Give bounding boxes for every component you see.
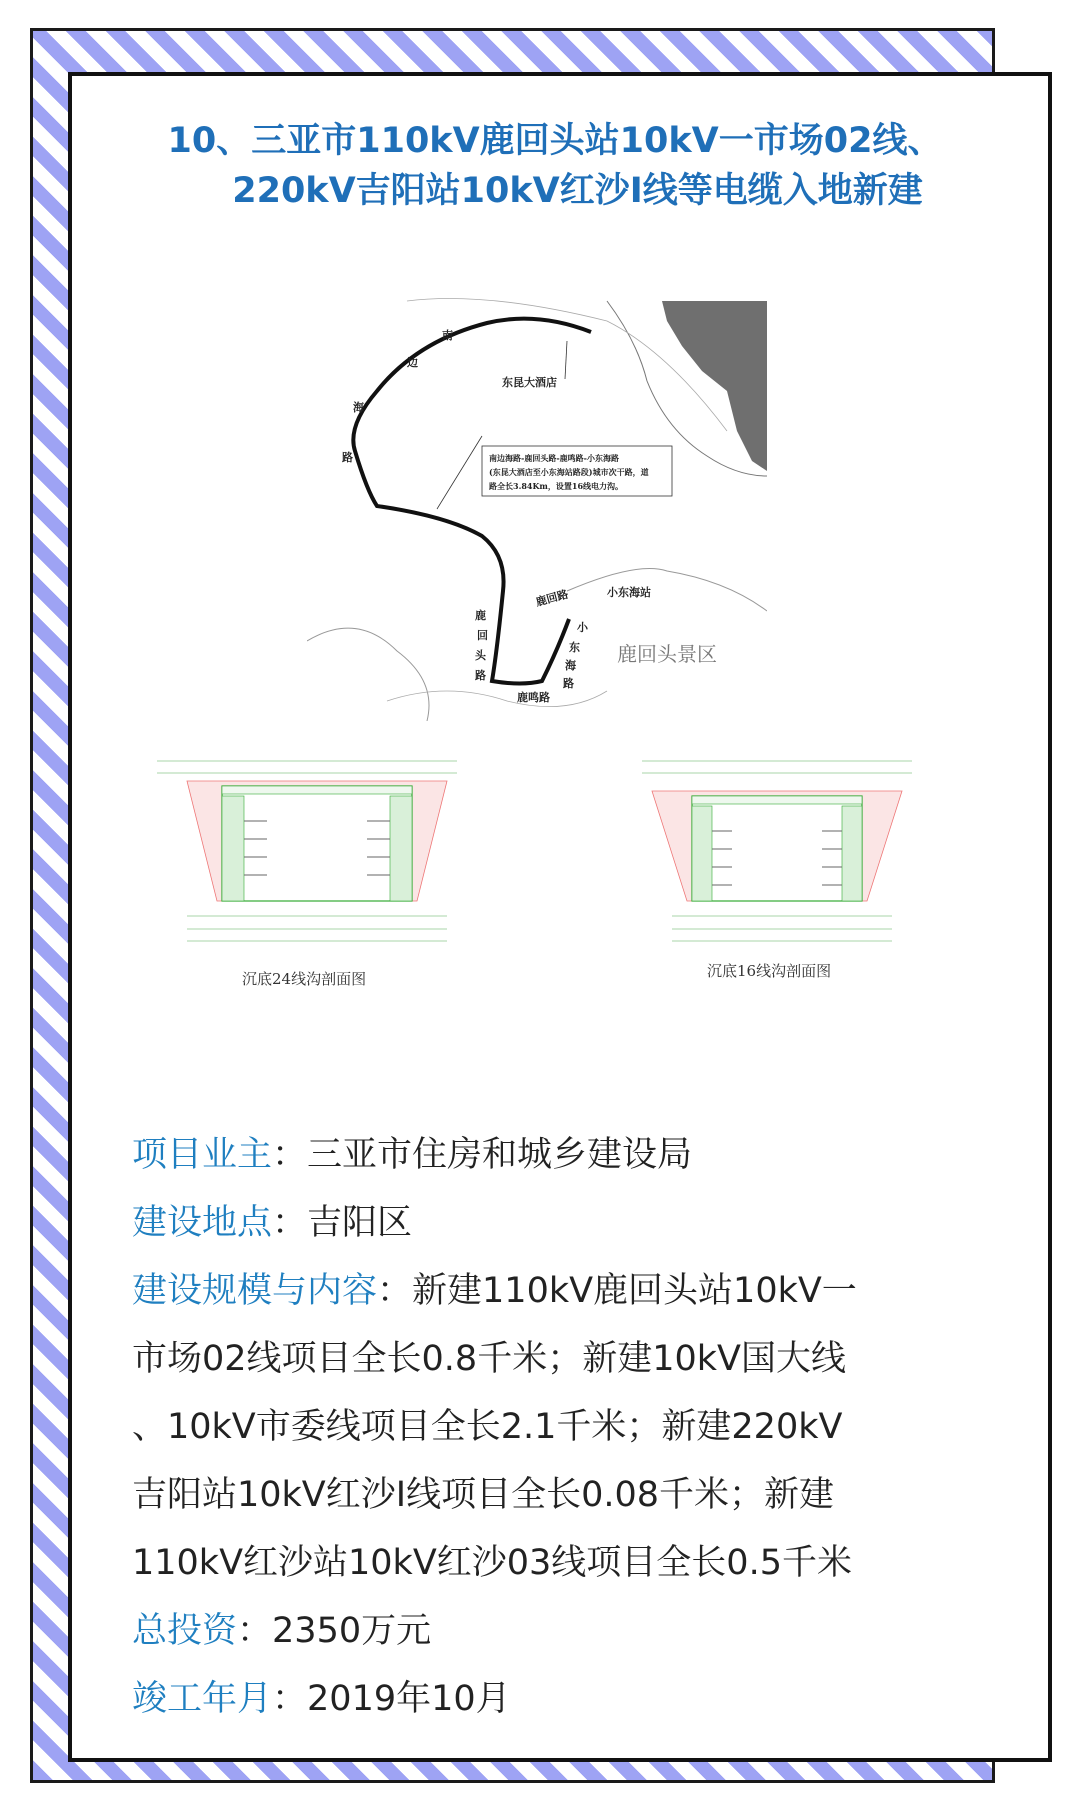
road-label-char: 海 — [565, 659, 576, 672]
road-label-char: 路 — [475, 669, 486, 682]
investment-label: 总投资 — [132, 1611, 238, 1651]
route-map — [307, 261, 767, 721]
title-line-2: 220kV吉阳站10kV红沙I线等电缆入地新建 — [232, 171, 923, 211]
cross-section-24 — [147, 751, 477, 1001]
cover-slab — [692, 796, 862, 804]
road-label-char: 路 — [563, 677, 574, 690]
scope-line-3: 、10kV市委线项目全长2.1千米；新建220kV — [132, 1407, 843, 1447]
title-line-1: 10、三亚市110kV鹿回头站10kV一市场02线、 — [167, 121, 943, 161]
colon: ： — [272, 1203, 308, 1243]
sea-area — [662, 301, 767, 471]
road-label-char: 路 — [342, 451, 353, 464]
area-label: 鹿回头景区 — [617, 642, 717, 666]
location-row — [132, 1189, 1012, 1257]
note-line-3: 路全长3.84Km，设置16线电力沟。 — [489, 481, 624, 491]
investment-value: 2350万元 — [272, 1611, 432, 1651]
location-label: 建设地点 — [132, 1203, 273, 1243]
location-value: 吉阳区 — [307, 1203, 413, 1243]
completion-value: 2019年10月 — [307, 1679, 511, 1719]
owner-label: 项目业主 — [132, 1135, 273, 1175]
note-line-1: 南边海路-鹿回头路-鹿鸣路-小东海路 — [489, 453, 619, 463]
cover-slab — [222, 786, 412, 794]
section-caption-right: 沉底16线沟剖面图 — [707, 962, 832, 980]
scope-line-2: 市场02线项目全长0.8千米；新建10kV国大线 — [132, 1339, 846, 1379]
minor-road — [387, 691, 607, 707]
station-label: 小东海站 — [607, 586, 651, 599]
leader-line — [437, 436, 482, 509]
scope-line-1: 新建110kV鹿回头站10kV一 — [412, 1271, 857, 1311]
investment-row — [132, 1597, 1012, 1665]
road-label-luming: 鹿鸣路 — [517, 691, 550, 704]
scope-label: 建设规模与内容 — [132, 1271, 378, 1311]
trench-body — [222, 786, 412, 901]
colon: ： — [272, 1679, 308, 1719]
scope-line-5: 110kV红沙站10kV红沙03线项目全长0.5千米 — [132, 1543, 852, 1583]
scope-row — [132, 1257, 1012, 1325]
cross-section-16 — [612, 751, 942, 1001]
completion-row — [132, 1665, 1012, 1733]
colon: ： — [272, 1135, 308, 1175]
left-wall — [692, 806, 712, 901]
leader-line — [565, 341, 567, 379]
road-label-char: 边 — [407, 356, 418, 369]
colon: ： — [377, 1271, 413, 1311]
road-label-char: 东 — [569, 641, 580, 654]
road-label-char: 南 — [442, 329, 453, 342]
road-label-char: 小 — [577, 621, 588, 634]
completion-label: 竣工年月 — [132, 1679, 273, 1719]
hotel-label: 东昆大酒店 — [502, 376, 557, 389]
section-caption-left: 沉底24线沟剖面图 — [242, 970, 367, 988]
scope-line-4: 吉阳站10kV红沙I线项目全长0.08千米；新建 — [132, 1475, 835, 1515]
minor-road — [567, 569, 767, 612]
content-card — [68, 72, 1052, 1762]
road-label-char: 回 — [477, 629, 488, 642]
right-wall — [842, 806, 862, 901]
note-line-2: (东昆大酒店至小东海站路段)城市次干路，道 — [489, 467, 649, 477]
right-wall — [390, 796, 412, 901]
road-label-char: 鹿 — [475, 609, 486, 622]
road-label-char: 海 — [353, 401, 364, 414]
road-label-char: 头 — [475, 649, 486, 662]
owner-row — [132, 1121, 1012, 1189]
minor-road — [307, 628, 429, 721]
page-title — [72, 116, 1048, 216]
road-label-luhui: 鹿回路 — [534, 587, 570, 609]
project-info — [132, 1121, 1012, 1733]
cable-route — [353, 319, 591, 684]
colon: ： — [237, 1611, 273, 1651]
left-wall — [222, 796, 244, 901]
owner-value: 三亚市住房和城乡建设局 — [307, 1135, 693, 1175]
